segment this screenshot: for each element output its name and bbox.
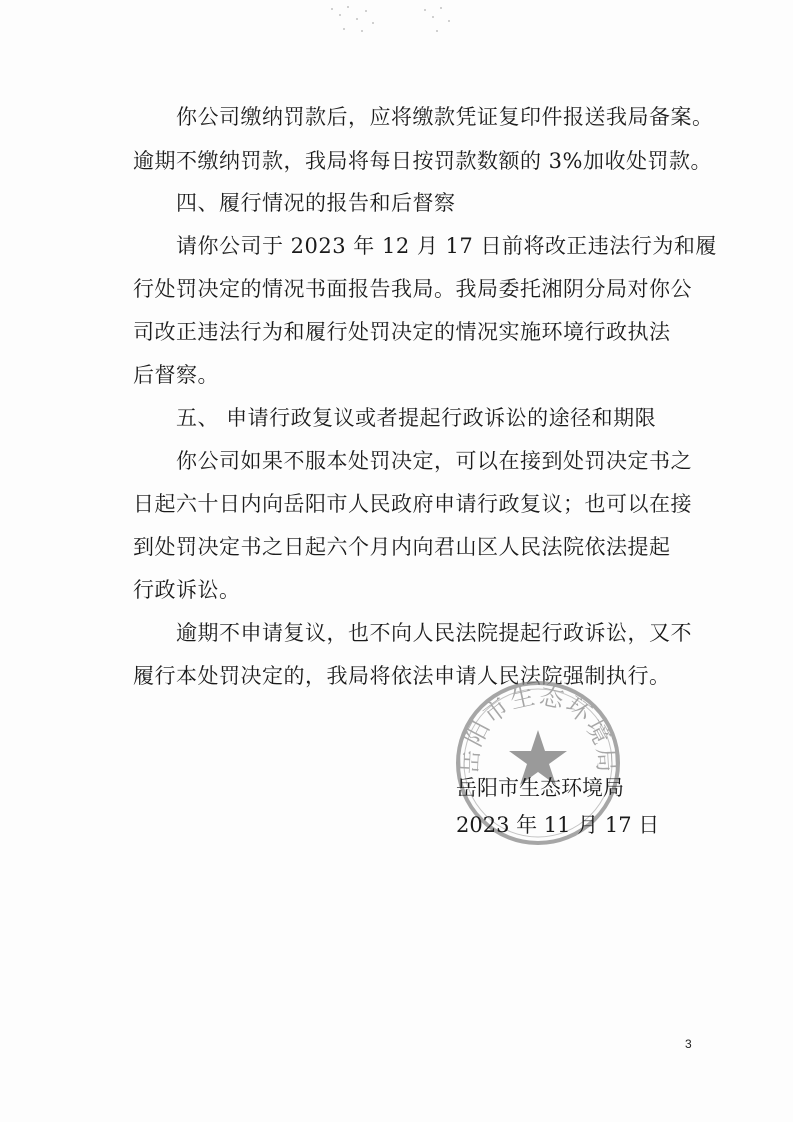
paragraph-line: 日起六十日内向岳阳市人民政府申请行政复议；也可以在接 bbox=[133, 492, 692, 516]
section-heading: 五、 申请行政复议或者提起行政诉讼的途径和期限 bbox=[176, 406, 657, 430]
paragraph-line: 司改正违法行为和履行处罚决定的情况实施环境行政执法 bbox=[133, 320, 671, 344]
svg-text:岳阳市生态环境局: 岳阳市生态环境局 bbox=[455, 681, 621, 775]
scan-artifact bbox=[420, 0, 460, 40]
section-heading: 四、履行情况的报告和后督察 bbox=[176, 191, 456, 215]
signing-agency: 岳阳市生态环境局 bbox=[456, 776, 624, 800]
scan-artifact bbox=[325, 0, 385, 40]
paragraph-line: 请你公司于 2023 年 12 月 17 日前将改正违法行为和履 bbox=[176, 234, 717, 258]
paragraph-line: 后督察。 bbox=[133, 363, 219, 387]
paragraph-line: 你公司如果不服本处罚决定，可以在接到处罚决定书之 bbox=[176, 449, 692, 473]
paragraph-line: 到处罚决定书之日起六个月内向君山区人民法院依法提起 bbox=[133, 535, 671, 559]
signing-date: 2023 年 11 月 17 日 bbox=[456, 813, 660, 837]
paragraph-line: 行处罚决定的情况书面报告我局。我局委托湘阴分局对你公 bbox=[133, 277, 692, 301]
paragraph-line: 逾期不申请复议，也不向人民法院提起行政诉讼，又不 bbox=[176, 621, 692, 645]
paragraph-line: 行政诉讼。 bbox=[133, 578, 241, 602]
paragraph-line: 你公司缴纳罚款后，应将缴款凭证复印件报送我局备案。 bbox=[176, 105, 714, 129]
paragraph-line: 履行本处罚决定的，我局将依法申请人民法院强制执行。 bbox=[133, 664, 671, 688]
paragraph-line: 逾期不缴纳罚款，我局将每日按罚款数额的 3%加收处罚款。 bbox=[133, 149, 712, 173]
page-number: 3 bbox=[685, 1037, 692, 1051]
